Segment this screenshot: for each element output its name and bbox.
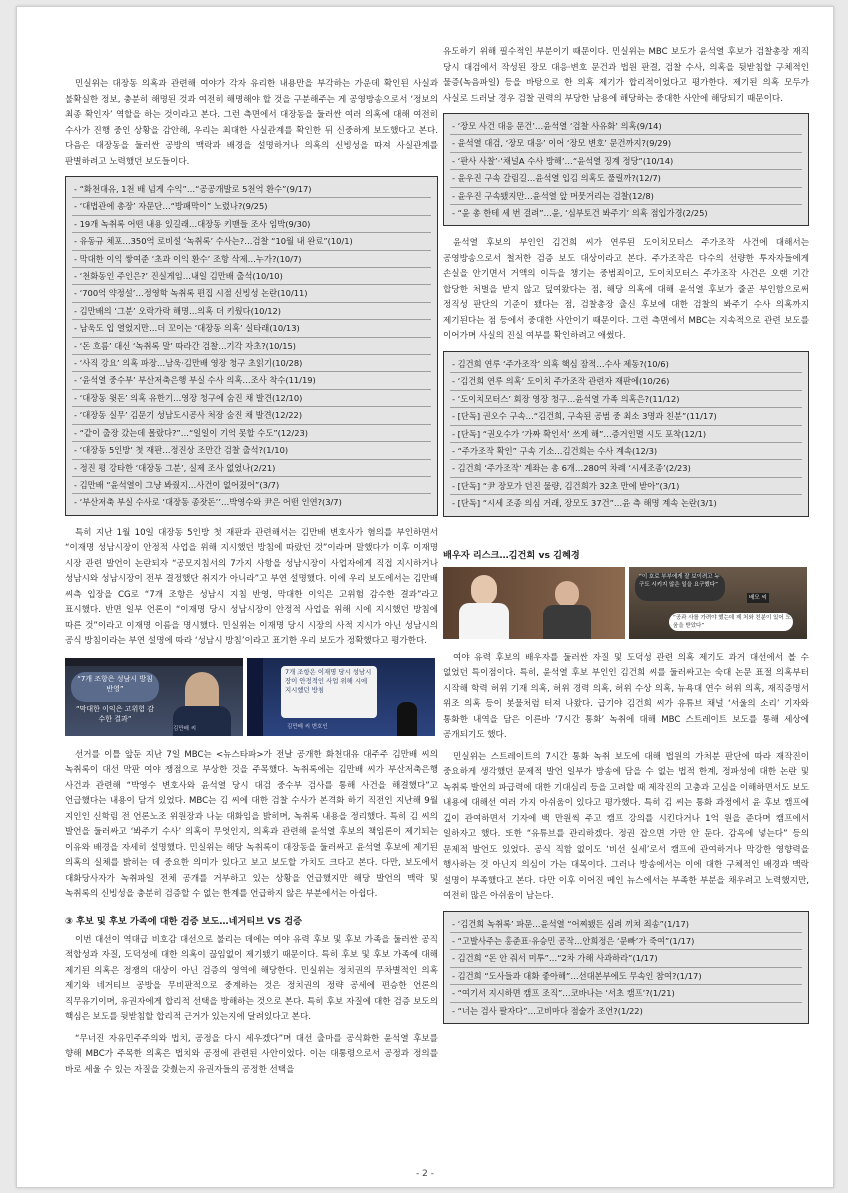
image-caption-line: “막대한 이익은 고위험 감수한 결과” — [76, 704, 154, 723]
person-figure — [397, 702, 417, 736]
list-item: - “너는 검사 팔자다”…고비마다 점술가 조언?(1/22) — [452, 1005, 643, 1016]
person-figure — [543, 605, 591, 639]
person-figure — [555, 581, 579, 607]
document-page — [16, 6, 834, 1188]
person-figure — [459, 603, 509, 639]
list-item: - ‘부산저축 부실 수사로 ‘대장동 종잣돈’’…박영수와 尹은 어떤 인연?(3/7) — [74, 497, 342, 508]
list-item: - ‘대장동 실무’ 김문기 성남도시공사 처장 숨진 채 발견(12/22) — [72, 407, 431, 424]
left-column — [65, 77, 438, 1084]
paragraph: 유도하기 위해 필수적인 부분이기 때문이다. 민실위는 MBC 보도가 윤석열 후보가 검찰총장 재직 당시 대검에서 작성된 장모 대응·변호 문건과 법원 판결, 검찰 수사, 의혹을 뒷받침할 구체적인 물증(녹음파일) 등을 바탕으로 한 의혹 제기가 합리적이었다고 평가한다. 제기된 의혹 모두가 사실로 드러날 경우 검찰 권력의 부당한 남용에 해당하는 중대한 사안에 해당되기 때문이다. — [443, 47, 809, 104]
report-list-box-1 — [65, 176, 438, 516]
list-item: - ‘700억 약정설’…정영학 녹취록 편집 시점 신빙성 논란(10/11) — [72, 285, 431, 302]
report-list — [450, 916, 802, 1019]
news-image-3 — [443, 567, 625, 639]
intro-paragraph: 민실위는 대장동 의혹과 관련해 여야가 각자 유리한 내용만을 부각하는 가운데 확인된 사실과 불확실한 정보, 충분히 해명된 것과 여전히 해명해야 할 것을 구분해주는 게 공영방송으로서 ‘정보의 최종 확인자’ 역할을 하는 것이라고 본다. 그런 측면에서 대장동을 둘러싼 여러 의혹에 대해 여전히 수사가 진행 중인 상황을 감안해, 우리는 최대한 사실관계를 확인한 뒤 신중하게 보도했다고 본다. 다음은 대장동을 둘러싼 공방의 맥락과 배경을 설명하거나 의혹의 신빙성을 따져 사실관계를 판별하려고 노력했던 보도들이다. — [65, 79, 438, 167]
paragraph: 민실위는 스트레이트의 7시간 통화 녹취 보도에 대해 법원의 가처분 판단에 따라 재작진이 중요하게 생각했던 문제적 발언 일부가 방송에 담을 수 없는 법적 한계, 정파성에 대한 논란 및 녹취록 발언의 파급력에 대한 기대심리 등을 고려할 때 제작진의 고충과 고심을 이해하면서도 보도 내용에 대해선 여러 가지 아쉬움이 있다고 평가했다. 특히 김 씨는 통화 과정에서 윤 후보 캠프에 깊이 관여하면서 기자에 백 만원씩 주고 캠프 강의를 시킨다거나 1억 원을 준다며 캠프에서 일하자고 했다. 또한 “유튜브를 관리하겠다. 정권 잡으면 가만 안 둔다. 감옥에 넣는다” 등의 문제적 발언도 있었다. 공식 직함 없이도 ‘비선 실세’로서 캠프에 관여하거나 막강한 영향력을 행사하는 것 아닌지 의심이 가는 대목이다. 그러나 방송에서는 이에 대한 구체적인 배경과 맥락 설명이 부족했다고 본다. 다만 이후 이어진 메인 뉴스에서는 부족한 부분을 채우려고 노력했지만, 여전히 많은 아쉬움이 남는다. — [443, 751, 809, 902]
news-image-1 — [65, 658, 243, 736]
news-image-2 — [247, 658, 435, 736]
list-item: - “고발사주는 홍준표·유승민 공작…안희정은 ‘문빠’가 죽여”(1/17) — [450, 933, 802, 950]
page-number: - 2 - — [416, 1169, 434, 1179]
list-item: - 김건희 연루 ‘주가조작’ 의혹 핵심 잠적…수사 제동?(10/6) — [450, 356, 802, 373]
report-list-box-4 — [443, 911, 809, 1024]
image-name-label: 김만배 씨 — [173, 725, 197, 732]
report-list — [72, 181, 431, 511]
list-item: - ‘대법관에 총장’ 자문단…“방패막이” 노렸나?(9/25) — [72, 198, 431, 215]
news-screenshots — [443, 567, 809, 639]
list-item: - “윤 총 한테 세 번 걸려”…윤, ‘심부토건 봐주기’ 의혹 점입가경(2/25) — [452, 208, 708, 219]
image-caption-line: “7개 조항은 성남시 방침 반영” — [77, 674, 153, 693]
list-item: - ‘김건희 녹취록’ 파문…윤석열 “어찌됐든 심려 끼쳐 죄송”(1/17) — [450, 916, 802, 933]
list-item: - “화천대유, 1천 배 넘게 수익”…“공공개발로 5천억 환수”(9/17) — [72, 181, 431, 198]
section-heading: 배우자 리스크…김건희 vs 김혜경 — [443, 549, 580, 561]
list-item: - 윤우진 구속됐지만…윤석열 앞 머뭇거리는 검찰(12/8) — [450, 188, 802, 205]
list-item: - ‘돈 흐름’ 대신 ‘녹취록 말’ 따라간 검찰…기각 자초?(10/15) — [72, 338, 431, 355]
image-caption-line: “이 호로 부부에게 잘 보이려고 누구도 시키지 않은 일을 요구했다” — [639, 573, 720, 588]
image-name-label: 김만배 씨 변호인 — [287, 723, 328, 730]
list-item: - 김만배의 ‘그분’ 오락가락 해명…의혹 더 키웠다(10/12) — [72, 303, 431, 320]
report-list-box-2 — [443, 113, 809, 226]
list-item: - ‘윤석열 중수부’ 부산저축은행 부실 수사 의혹…조사 착수(11/19) — [72, 372, 431, 389]
list-item: - ‘천화동인 주인은?’ 진실게임…내일 김만배 출석(10/10) — [72, 268, 431, 285]
list-item: - 윤석열 대검, ‘장모 대응’ 이어 ‘장모 변호’ 문건까지?(9/29) — [450, 135, 802, 152]
report-list — [450, 356, 802, 512]
list-item: - [단독] “권오수가 ‘가짜 확인서’ 쓰게 해”…증거인멸 시도 포착(12/1) — [450, 426, 802, 443]
image-caption-line: 7개 조항은 이재명 당시 성남시장이 안정적인 사업 위해 시에 지시했던 방침 — [285, 667, 372, 694]
list-item: - ‘도이치모터스’ 회장 영장 청구…윤석열 가족 의혹은?(11/12) — [450, 391, 802, 408]
section-heading: ③ 후보 및 후보 가족에 대한 검증 보도…네거티브 VS 검증 — [65, 915, 302, 927]
list-item: - ‘사직 강요’ 의혹 파장…남욱·김만배 영장 청구 초읽기(10/28) — [72, 355, 431, 372]
list-item: - 막대한 이익 쌓여준 ‘초과 이익 환수’ 조항 삭제…누가?(10/7) — [72, 251, 431, 268]
list-item: - 남욱도 입 열었지만…더 꼬이는 ‘대장동 의혹’ 실타래(10/13) — [72, 320, 431, 337]
report-list-box-3 — [443, 351, 809, 517]
image-name-label: 배모 씨 — [749, 594, 767, 601]
paragraph: 특히 지난 1월 10일 대장동 5인방 첫 재판과 관련해서는 김만배 변호사가 혐의를 부인하면서 “이재명 성남시장이 안정적 사업을 위해 지시했던 방침에 따랐던 것”이라며 말했다가 이후 이재명 시장 관련 발언이 논란되자 “공모지침서의 7가지 사항을 성남시장이 사업자에게 직접 지시하거나 성남시와 성남시장이 전부 결정했단 취지가 아니라”고 부연 설명했다. 이에 우리 보도에서는 김만배 씨측 입장을 CG로 “7개 조항은 성남시 지침 반영, 막대한 이익은 고위험 감수한 결과”라고 표시했다. 반면 일부 언론이 “이재명 당시 성남시장이 안정적 사업을 위해 시에 지시했던 방침에 따른 것”이라고 이재명 이름을 명시했다. 민실위는 이재명 당시 시장의 사적 지시가 아닌 성남시의 공식 방침이라는 부연 설명에 따라 ‘성남시 방침’이라고 표기한 우리 보도가 정확했다고 평가한다. — [65, 527, 438, 647]
list-item: - 19개 녹취록 어떤 내용 있길래…대장동 키맨들 조사 임박(9/30) — [72, 216, 431, 233]
list-item: - “같이 출장 갔는데 몰랐다?”…“일일이 기억 못할 수도”(12/23) — [72, 425, 431, 442]
list-item: - 윤우진 구속 갈림길…윤석열 입김 의혹도 풀릴까?(12/7) — [450, 170, 802, 187]
list-item: - ‘대장동 5인방’ 첫 재판…정진상 조만간 검찰 출석?(1/10) — [72, 442, 431, 459]
paragraph: 여야 유력 후보의 배우자를 둘러싼 자질 및 도덕성 관련 의혹 제기도 과거 대선에서 볼 수 없었던 특이점이다. 특히, 윤석열 후보 부인인 김건희 씨를 둘러싸고는 숙대 논문 표절 의혹부터 시작해 학력 허위 기재 의혹, 허위 경력 의혹, 허위 수상 의혹, 뉴욕대 연수 허위 의혹, 재직증명서 위조 의혹 등이 봇물처럼 터져 나왔다. 급기야 김건희 씨가 유튜브 채널 ‘서울의 소리’ 기자와 통화한 내역을 담은 이른바 ‘7시간 통화’ 녹취에 대해 MBC 스트레이트 보도를 통해 세상에 공개되기도 했다. — [443, 652, 809, 741]
right-column — [443, 45, 809, 1034]
list-item: - 유동규 체포…350억 로비설 ‘녹취록’ 수사는?…검찰 “10월 내 완료”(10/1) — [72, 233, 431, 250]
list-item: - 김건희 ‘주가조작’ 계좌는 총 6개…280여 차례 ‘시세조종’(2/23) — [450, 460, 802, 477]
list-item: - ‘판사 사찰’·‘채널A 수사 방해’…“윤석열 징계 정당”(10/14) — [450, 153, 802, 170]
paragraph: 선거를 이틀 앞둔 지난 7일 MBC는 <뉴스타파>가 전날 공개한 화천대유 대주주 김만배 씨의 녹취록이 대선 막판 여야 쟁점으로 부상한 것을 주목했다. 녹취록에는 김만배 씨가 부산저축은행 사건과 관련해 “박영수 변호사와 윤석열 당시 대검 중수부 검사를 통해 사건을 해결했다”고 언급했다는 내용이 담겨 있었다. MBC는 김 씨에 대한 검찰 수사가 본격화 하기 직전인 지난해 9월 지인인 신학림 전 언론노조 위원장과 나눈 대화임을 밝히며, 녹취록 내용을 정리했다. 특히 김 씨의 발언을 둘러싸고 ‘봐주기 수사’ 의혹이 무엇인지, 의혹과 관련해 윤석열 후보의 책임론이 제기되는 이유와 배경을 자세히 설명했다. 민실위는 해당 녹취록이 대장동을 둘러싸고 윤석열 후보에 제기된 의혹의 실체를 밝히는 데 중요한 의미가 있다고 보고 보도할 가치도 크다고 본다. 다만, 보도에서 대화당사자가 녹취파일 전체 공개를 거부하고 있는 상황을 언급했지만 해당 발언의 맥락 및 녹취록의 신빙성을 충분히 검증할 수 없는 한계를 언급하지 않은 부분에서는 아쉽다. — [65, 749, 438, 900]
list-item: - ‘장모 사건 대응 문건’…윤석열 ‘검찰 사유화’ 의혹(9/14) — [450, 118, 802, 135]
list-item: - [단독] “尹 장모가 던진 물량, 김건희가 32초 만에 받아”(3/1) — [450, 478, 802, 495]
paragraph: “무너진 자유민주주의와 법치, 공정을 다시 세우겠다”며 대선 출마를 공식화한 윤석열 후보를 향해 MBC가 주목한 의혹은 법치와 공정에 관련된 사안이었다. 이는 대통령으로서 공정과 정의를 바로 세울 수 있는 자질을 갖췄는지 유권자들의 공정한 선택을 — [65, 1033, 438, 1075]
list-item: - [단독] “시세 조종 의심 거래, 장모도 37건”…윤 측 해명 계속 논란(3/1) — [452, 498, 717, 509]
list-item: - [단독] 권오수 구속…“김건희, 구속된 공범 중 최소 3명과 친분”(11/17) — [450, 408, 802, 425]
paragraph: 이번 대선이 역대급 비호감 대선으로 불리는 데에는 여야 유력 후보 및 후보 가족을 둘러싼 공직 적합성과 자질, 도덕성에 대한 의혹이 끊임없이 제기됐기 때문이다. 특히 후보 및 후보 가족에 대해 제기된 의혹은 정쟁의 대상이 아닌 검증의 영역에 해당한다. 민실위는 정치권의 무차별적인 의혹 제기와 네거티브 공방을 무비판적으로 중계하는 것은 정치권의 정략 공세에 편승한 언론의 직무유기이며, 유권자에게 합리적 선택을 방해하는 것으로 본다. 특히 후보 자질에 대한 검증 보도의 핵심은 보도를 뒷받침할 합리적 근거가 있는지에 달려있다고 본다. — [65, 934, 438, 1023]
list-item: - ‘대장동 윗돈’ 의혹 유한기…영장 청구에 숨진 채 발견(12/10) — [72, 390, 431, 407]
person-figure — [471, 575, 497, 605]
list-item: - 김건희 “돈 안 줘서 미투”…“2차 가해 사과하라”(1/17) — [450, 950, 802, 967]
news-screenshots — [65, 658, 438, 736]
list-item: - 정진 평 강타한 ‘대장동 그분’, 실제 조사 없었나(2/21) — [72, 460, 431, 477]
list-item: - 김건희 “도사들과 대화 좋아해”…선대본부에도 무속인 참여?(1/17) — [450, 968, 802, 985]
list-item: - “주가조작 확인” 구속 기소…김건희는 수사 계속(12/3) — [450, 443, 802, 460]
list-item: - “여기서 지시하면 캠프 조직”…코바나는 ‘서초 캠프’?(1/21) — [450, 985, 802, 1002]
paragraph: 윤석열 후보의 부인인 김건희 씨가 연루된 도이치모터스 주가조작 사건에 대해서는 공영방송으로서 철저한 검증 보도 대상이라고 본다. 주가조작은 다수의 선량한 투자자들에게 손실을 안기면서 거액의 이득을 챙기는 중범죄이고, 도이치모터스 주가조작 사건은 오랜 기간 합당한 처벌을 받지 않고 덮여왔다는 점, 해당 의혹에 대해 윤석열 후보가 줄곧 부인함으로써 정직성 판단의 기준이 됐다는 점, 검찰총장 출신 후보에 대한 검찰의 봐주기 수사 의혹까지 제기된다는 점 등에서 중대한 사안이기 때문이다. 그런 측면에서 MBC는 지속적으로 관련 보도를 이어가며 사실의 진실 여부를 확인하려고 애썼다. — [443, 238, 809, 342]
list-item: - 김만배 “윤석열이 그냥 봐줬지…사건이 없어졌어”(3/7) — [72, 477, 431, 494]
image-caption-line: “공과 사를 가려야 했는데 제 처와 친분이 있어 도움을 받았다” — [673, 614, 791, 629]
news-image-4 — [629, 567, 807, 639]
report-list — [450, 118, 802, 221]
list-item: - ‘김건희 연루 의혹’ 도이치 주가조작 관련자 재판에(10/26) — [450, 373, 802, 390]
